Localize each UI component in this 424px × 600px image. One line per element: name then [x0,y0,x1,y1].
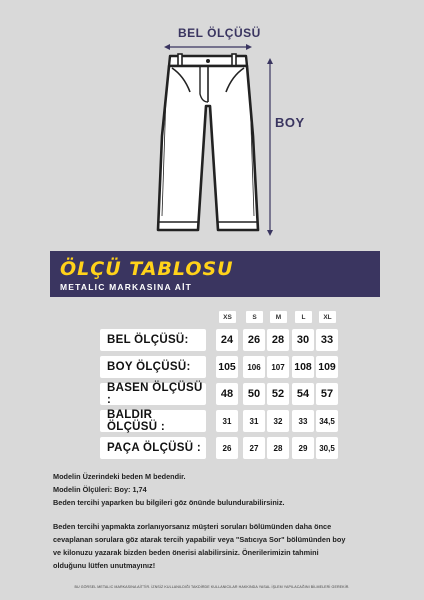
cell-hem-l: 29 [292,437,314,459]
model-measure-info: Modelin Ölçüleri: Boy: 1,74 [53,485,147,494]
brand-subtitle: METALIC MARKASINA AİT [60,282,193,292]
cell-hip-m: 52 [267,383,289,405]
cell-length-m: 107 [267,356,289,378]
cell-length-s: 106 [243,356,265,378]
cell-waist-xs: 24 [216,329,238,351]
cell-hem-m: 28 [267,437,289,459]
length-measure-label: BOY [275,115,305,130]
size-advice-line-4: olduğunu lütfen unutmayınız! [53,561,156,570]
model-hint-info: Beden tercihi yaparken bu bilgileri göz önünde bulundurabilirsiniz. [53,498,285,507]
cell-calf-m: 32 [267,410,289,432]
size-header-s: S [246,311,263,323]
size-chart-banner [50,251,380,297]
cell-waist-l: 30 [292,329,314,351]
row-label-hem: PAÇA ÖLÇÜSÜ : [100,437,206,459]
cell-calf-l: 33 [292,410,314,432]
pants-icon [140,36,290,246]
cell-hem-s: 27 [243,437,265,459]
cell-waist-m: 28 [267,329,289,351]
waist-measure-label: BEL ÖLÇÜSÜ [178,26,261,40]
cell-calf-s: 31 [243,410,265,432]
row-label-waist: BEL ÖLÇÜSÜ: [100,329,206,351]
cell-length-xl: 109 [316,356,338,378]
cell-waist-s: 26 [243,329,265,351]
copyright-footer: BU GÖRSEL METALIC MARKASINA AİTTİR. İZNSİZ KULLANILDIĞI TAKDİRDE KULLANICILAR HAKKINDA YASAL İŞLEM YAPILACAĞINI BİLMELERİ GEREKİR. [74,585,350,589]
cell-calf-xs: 31 [216,410,238,432]
model-size-info: Modelin Üzerindeki beden M bedendir. [53,472,186,481]
size-advice-line-1: Beden tercihi yapmakta zorlanıyorsanız müşteri soruları bölümünden daha önce [53,522,332,531]
row-label-length: BOY ÖLÇÜSÜ: [100,356,206,378]
size-chart-title: ÖLÇÜ TABLOSU [60,258,234,280]
cell-hem-xl: 30,5 [316,437,338,459]
cell-length-l: 108 [292,356,314,378]
cell-hem-xs: 26 [216,437,238,459]
row-label-calf: BALDIR ÖLÇÜSÜ : [100,410,206,432]
size-header-xl: XL [319,311,336,323]
cell-hip-xs: 48 [216,383,238,405]
cell-hip-xl: 57 [316,383,338,405]
cell-hip-s: 50 [243,383,265,405]
size-header-xs: XS [219,311,236,323]
cell-calf-xl: 34,5 [316,410,338,432]
cell-waist-xl: 33 [316,329,338,351]
row-label-hip: BASEN ÖLÇÜSÜ : [100,383,206,405]
cell-hip-l: 54 [292,383,314,405]
cell-length-xs: 105 [216,356,238,378]
size-advice-line-3: ve kilonuzu yazarak bizden beden önerisi alabilirsiniz. Önerilerimizin tahmini [53,548,319,557]
size-header-m: M [270,311,287,323]
size-header-l: L [295,311,312,323]
size-advice-line-2: cevaplanan sorulara göz atarak tercih yapabilir veya "Satıcıya Sor" bölümünden boy [53,535,346,544]
